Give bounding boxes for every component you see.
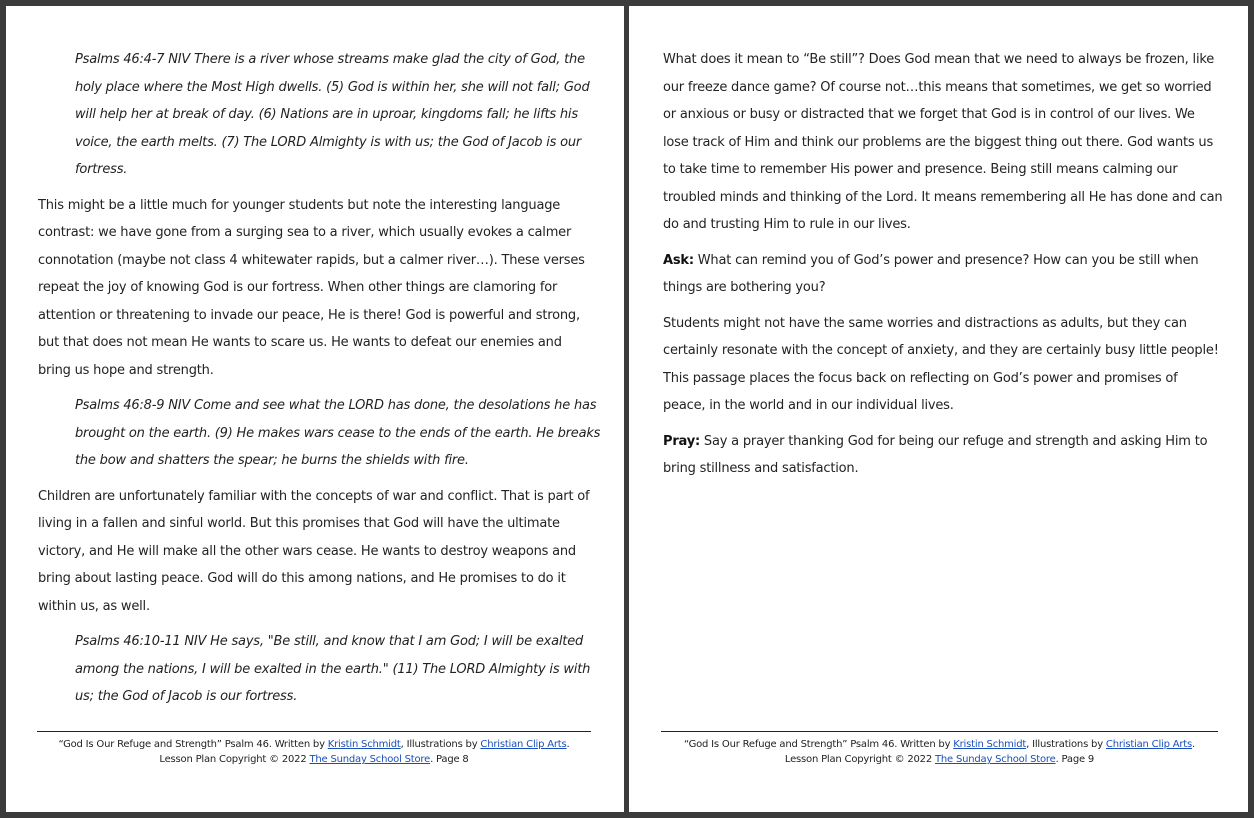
page-number: Page 8 [436, 754, 469, 765]
footer-text: “God Is Our Refuge and Strength” Psalm 46. Written by [58, 739, 328, 750]
author-link[interactable]: Kristin Schmidt [953, 739, 1027, 750]
footer-line-2 [37, 752, 591, 767]
store-link[interactable]: The Sunday School Store [934, 754, 1056, 765]
ask-prompt [663, 247, 1223, 302]
author-link[interactable]: Kristin Schmidt [327, 739, 401, 750]
commentary-paragraph: This might be a little much for younger students but note the interesting language contrast: we have gone from a surging sea to a river, which usually evokes a calmer connotation (maybe not class 4 whitewater rapids, but a calmer river…). These verses repeat the joy of knowing God is our fortress. When other things are clamoring for attention or threatening to invade our peace, He is there! God is powerful and strong, but that does not mean He wants to scare us. He wants to defeat our enemies and bring us hope and strength. [38, 197, 585, 378]
scripture-quote: Psalms 46:4-7 NIV There is a river whose streams make glad the city of God, the holy place where the Most High dwells. (5) God is within her, she will not fall; God will help her at break of day. (6) Nations are in uproar, kingdoms fall; he lifts his voice, the earth melts. (7) The LORD Almighty is with us; the God of Jacob is our fortress. [75, 52, 590, 177]
footer-text: , Illustrations by [1026, 739, 1106, 750]
footer-line-2 [661, 752, 1218, 767]
footer-text: . [566, 739, 570, 750]
footer-text: “God Is Our Refuge and Strength” Psalm 46. Written by [683, 739, 954, 750]
commentary-paragraph: Children are unfortunately familiar with the concepts of war and conflict. That is part of living in a fallen and sinful world. But this promises that God will have the ultimate victory, and He will make all the other wars cease. He wants to destroy weapons and bring about lasting peace. God will do this among nations, and He promises to do it within us, as well. [38, 488, 590, 614]
document-page-left [6, 6, 624, 812]
ask-text: What can remind you of God’s power and presence? How can you be still when things are bothering you? [663, 252, 1199, 295]
footer-line-1 [37, 737, 591, 752]
scripture-quote: Psalms 46:10-11 NIV He says, "Be still, and know that I am God; I will be exalted among the nations, I will be exalted in the earth." (11) The LORD Almighty is with us; the God of Jacob is our fortress. [75, 634, 591, 704]
pray-prompt [663, 428, 1223, 483]
footer-line-1 [661, 737, 1218, 752]
scripture-quote: Psalms 46:8-9 NIV Come and see what the LORD has done, the desolations he has brought on the earth. (9) He makes wars cease to the ends of the earth. He breaks the bow and shatters the spear; he burns the shields with fire. [75, 398, 601, 468]
footer-text: , Illustrations by [400, 739, 481, 750]
document-page-right [629, 6, 1248, 812]
commentary-paragraph: What does it mean to “Be still”? Does God mean that we need to always be frozen, like our freeze dance game? Of course not…this means that sometimes, we get so worried or anxious or busy or distracted that we forget that God is in control of our lives. We lose track of Him and think our problems are the biggest thing out there. God wants us to take time to remember His power and presence. Being still means calming our troubled minds and thinking of the Lord. It means remembering all He has done and can do and trusting Him to rule in our lives. [663, 52, 1223, 232]
page-content [38, 46, 601, 719]
page-number: Page 9 [1061, 754, 1095, 765]
footer-text: Lesson Plan Copyright © 2022 [159, 754, 310, 765]
store-link[interactable]: The Sunday School Store [309, 754, 431, 765]
footer-text: . [1055, 754, 1062, 765]
footer-text: Lesson Plan Copyright © 2022 [784, 754, 935, 765]
commentary-paragraph: Students might not have the same worries and distractions as adults, but they can certainly resonate with the concept of anxiety, and they are certainly busy little people! This passage places the focus back on reflecting on God’s power and promises of peace, in the world and in our individual lives. [663, 315, 1219, 413]
pray-label: Pray: [663, 433, 700, 449]
pray-text: Say a prayer thanking God for being our refuge and strength and asking Him to bring stillness and satisfaction. [663, 433, 1208, 476]
page-footer [661, 731, 1218, 767]
page-content [663, 46, 1223, 491]
footer-text: . [1192, 739, 1196, 750]
illustrator-link[interactable]: Christian Clip Arts [1105, 739, 1193, 750]
footer-text: . [430, 754, 437, 765]
illustrator-link[interactable]: Christian Clip Arts [480, 739, 567, 750]
ask-label: Ask: [663, 252, 694, 268]
page-footer [37, 731, 591, 767]
